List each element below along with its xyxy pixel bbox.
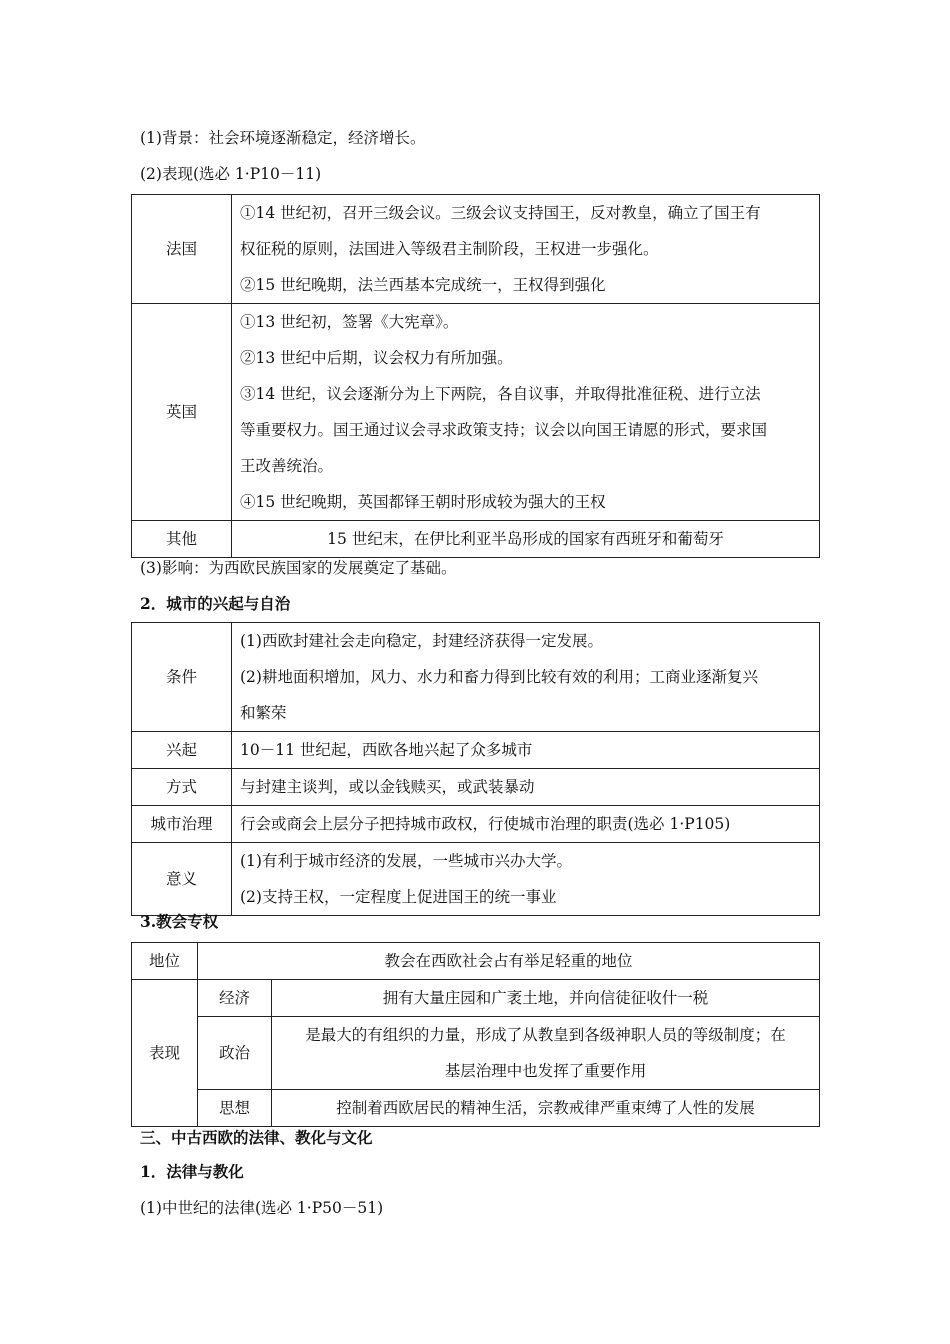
- row-label-other: 其他: [132, 521, 232, 558]
- row-content-rise: 10－11 世纪起，西欧各地兴起了众多城市: [232, 732, 820, 769]
- table-monarchy: [131, 194, 820, 558]
- content-line: (2)耕地面积增加，风力、水力和畜力得到比较有效的利用；工商业逐渐复兴: [240, 668, 758, 686]
- table-row-economy: [132, 980, 820, 1017]
- table-row-status: [132, 943, 820, 980]
- paragraph-manifestation: (2)表现(选必 1·P10－11): [140, 165, 322, 183]
- content-line: ④15 世纪晚期，英国都铎王朝时形成较为强大的王权: [240, 493, 606, 511]
- table-row-france: [132, 195, 820, 304]
- row-content-thought: 控制着西欧居民的精神生活，宗教戒律严重束缚了人性的发展: [272, 1090, 820, 1127]
- sub-label-thought: 思想: [198, 1090, 272, 1127]
- table-row-meaning: [132, 843, 820, 916]
- content-line: 是最大的有组织的力量，形成了从教皇到各级神职人员的等级制度；在: [305, 1026, 786, 1044]
- heading-cities: 2．城市的兴起与自治: [140, 594, 291, 613]
- row-content-governance: 行会或商会上层分子把持城市政权，行使城市治理的职责(选必 1·P105): [232, 806, 820, 843]
- sub-label-politics: 政治: [198, 1017, 272, 1090]
- table-row-rise: [132, 732, 820, 769]
- table-row-thought: [132, 1090, 820, 1127]
- content-line: 和繁荣: [240, 704, 287, 722]
- content-line: 权征税的原则，法国进入等级君主制阶段，王权进一步强化。: [240, 240, 659, 258]
- heading-law: 1．法律与教化: [140, 1162, 244, 1181]
- row-label-status: 地位: [132, 943, 198, 980]
- content-line: (1)有利于城市经济的发展，一些城市兴办大学。: [240, 852, 572, 870]
- table-row-other: [132, 521, 820, 558]
- row-content-politics: [272, 1017, 820, 1090]
- content-line: ①13 世纪初，签署《大宪章》。: [240, 313, 459, 331]
- content-line: ①14 世纪初，召开三级会议。三级会议支持国王，反对教皇，确立了国王有: [240, 204, 761, 222]
- table-church: [131, 942, 820, 1127]
- row-label-england: 英国: [132, 304, 232, 521]
- content-line: ②15 世纪晚期，法兰西基本完成统一，王权得到强化: [240, 276, 606, 294]
- row-content-france: [232, 195, 820, 304]
- row-content-status: 教会在西欧社会占有举足轻重的地位: [198, 943, 820, 980]
- table-row-england: [132, 304, 820, 521]
- row-content-meaning: [232, 843, 820, 916]
- row-content-method: 与封建主谈判，或以金钱赎买，或武装暴动: [232, 769, 820, 806]
- table-cities: [131, 622, 820, 916]
- content-line: ③14 世纪，议会逐渐分为上下两院，各自议事，并取得批准征税、进行立法: [240, 385, 761, 403]
- table-row-method: [132, 769, 820, 806]
- content-line: (1)西欧封建社会走向稳定，封建经济获得一定发展。: [240, 632, 603, 650]
- row-label-method: 方式: [132, 769, 232, 806]
- content-line: ②13 世纪中后期，议会权力有所加强。: [240, 349, 513, 367]
- row-content-conditions: [232, 623, 820, 732]
- content-line: 等重要权力。国王通过议会寻求政策支持；议会以向国王请愿的形式，要求国: [240, 421, 768, 439]
- row-label-france: 法国: [132, 195, 232, 304]
- paragraph-medieval-law: (1)中世纪的法律(选必 1·P50－51): [140, 1199, 384, 1217]
- row-content-england: [232, 304, 820, 521]
- heading-section-three: 三、中古西欧的法律、教化与文化: [140, 1128, 373, 1147]
- heading-church: 3.教会专权: [140, 912, 219, 931]
- content-line: 基层治理中也发挥了重要作用: [444, 1062, 647, 1080]
- row-label-conditions: 条件: [132, 623, 232, 732]
- content-line: (2)支持王权，一定程度上促进国王的统一事业: [240, 888, 557, 906]
- table-row-conditions: [132, 623, 820, 732]
- row-content-economy: 拥有大量庄园和广袤土地，并向信徒征收什一税: [272, 980, 820, 1017]
- paragraph-background: (1)背景：社会环境逐渐稳定，经济增长。: [140, 129, 426, 147]
- sub-label-economy: 经济: [198, 980, 272, 1017]
- table-row-politics: [132, 1017, 820, 1090]
- paragraph-impact: (3)影响：为西欧民族国家的发展奠定了基础。: [140, 559, 457, 577]
- table-row-governance: [132, 806, 820, 843]
- row-label-manifestation: 表现: [132, 980, 198, 1127]
- row-content-other: 15 世纪末，在伊比利亚半岛形成的国家有西班牙和葡萄牙: [232, 521, 820, 558]
- content-line: 王改善统治。: [240, 457, 334, 475]
- row-label-rise: 兴起: [132, 732, 232, 769]
- row-label-meaning: 意义: [132, 843, 232, 916]
- row-label-governance: 城市治理: [132, 806, 232, 843]
